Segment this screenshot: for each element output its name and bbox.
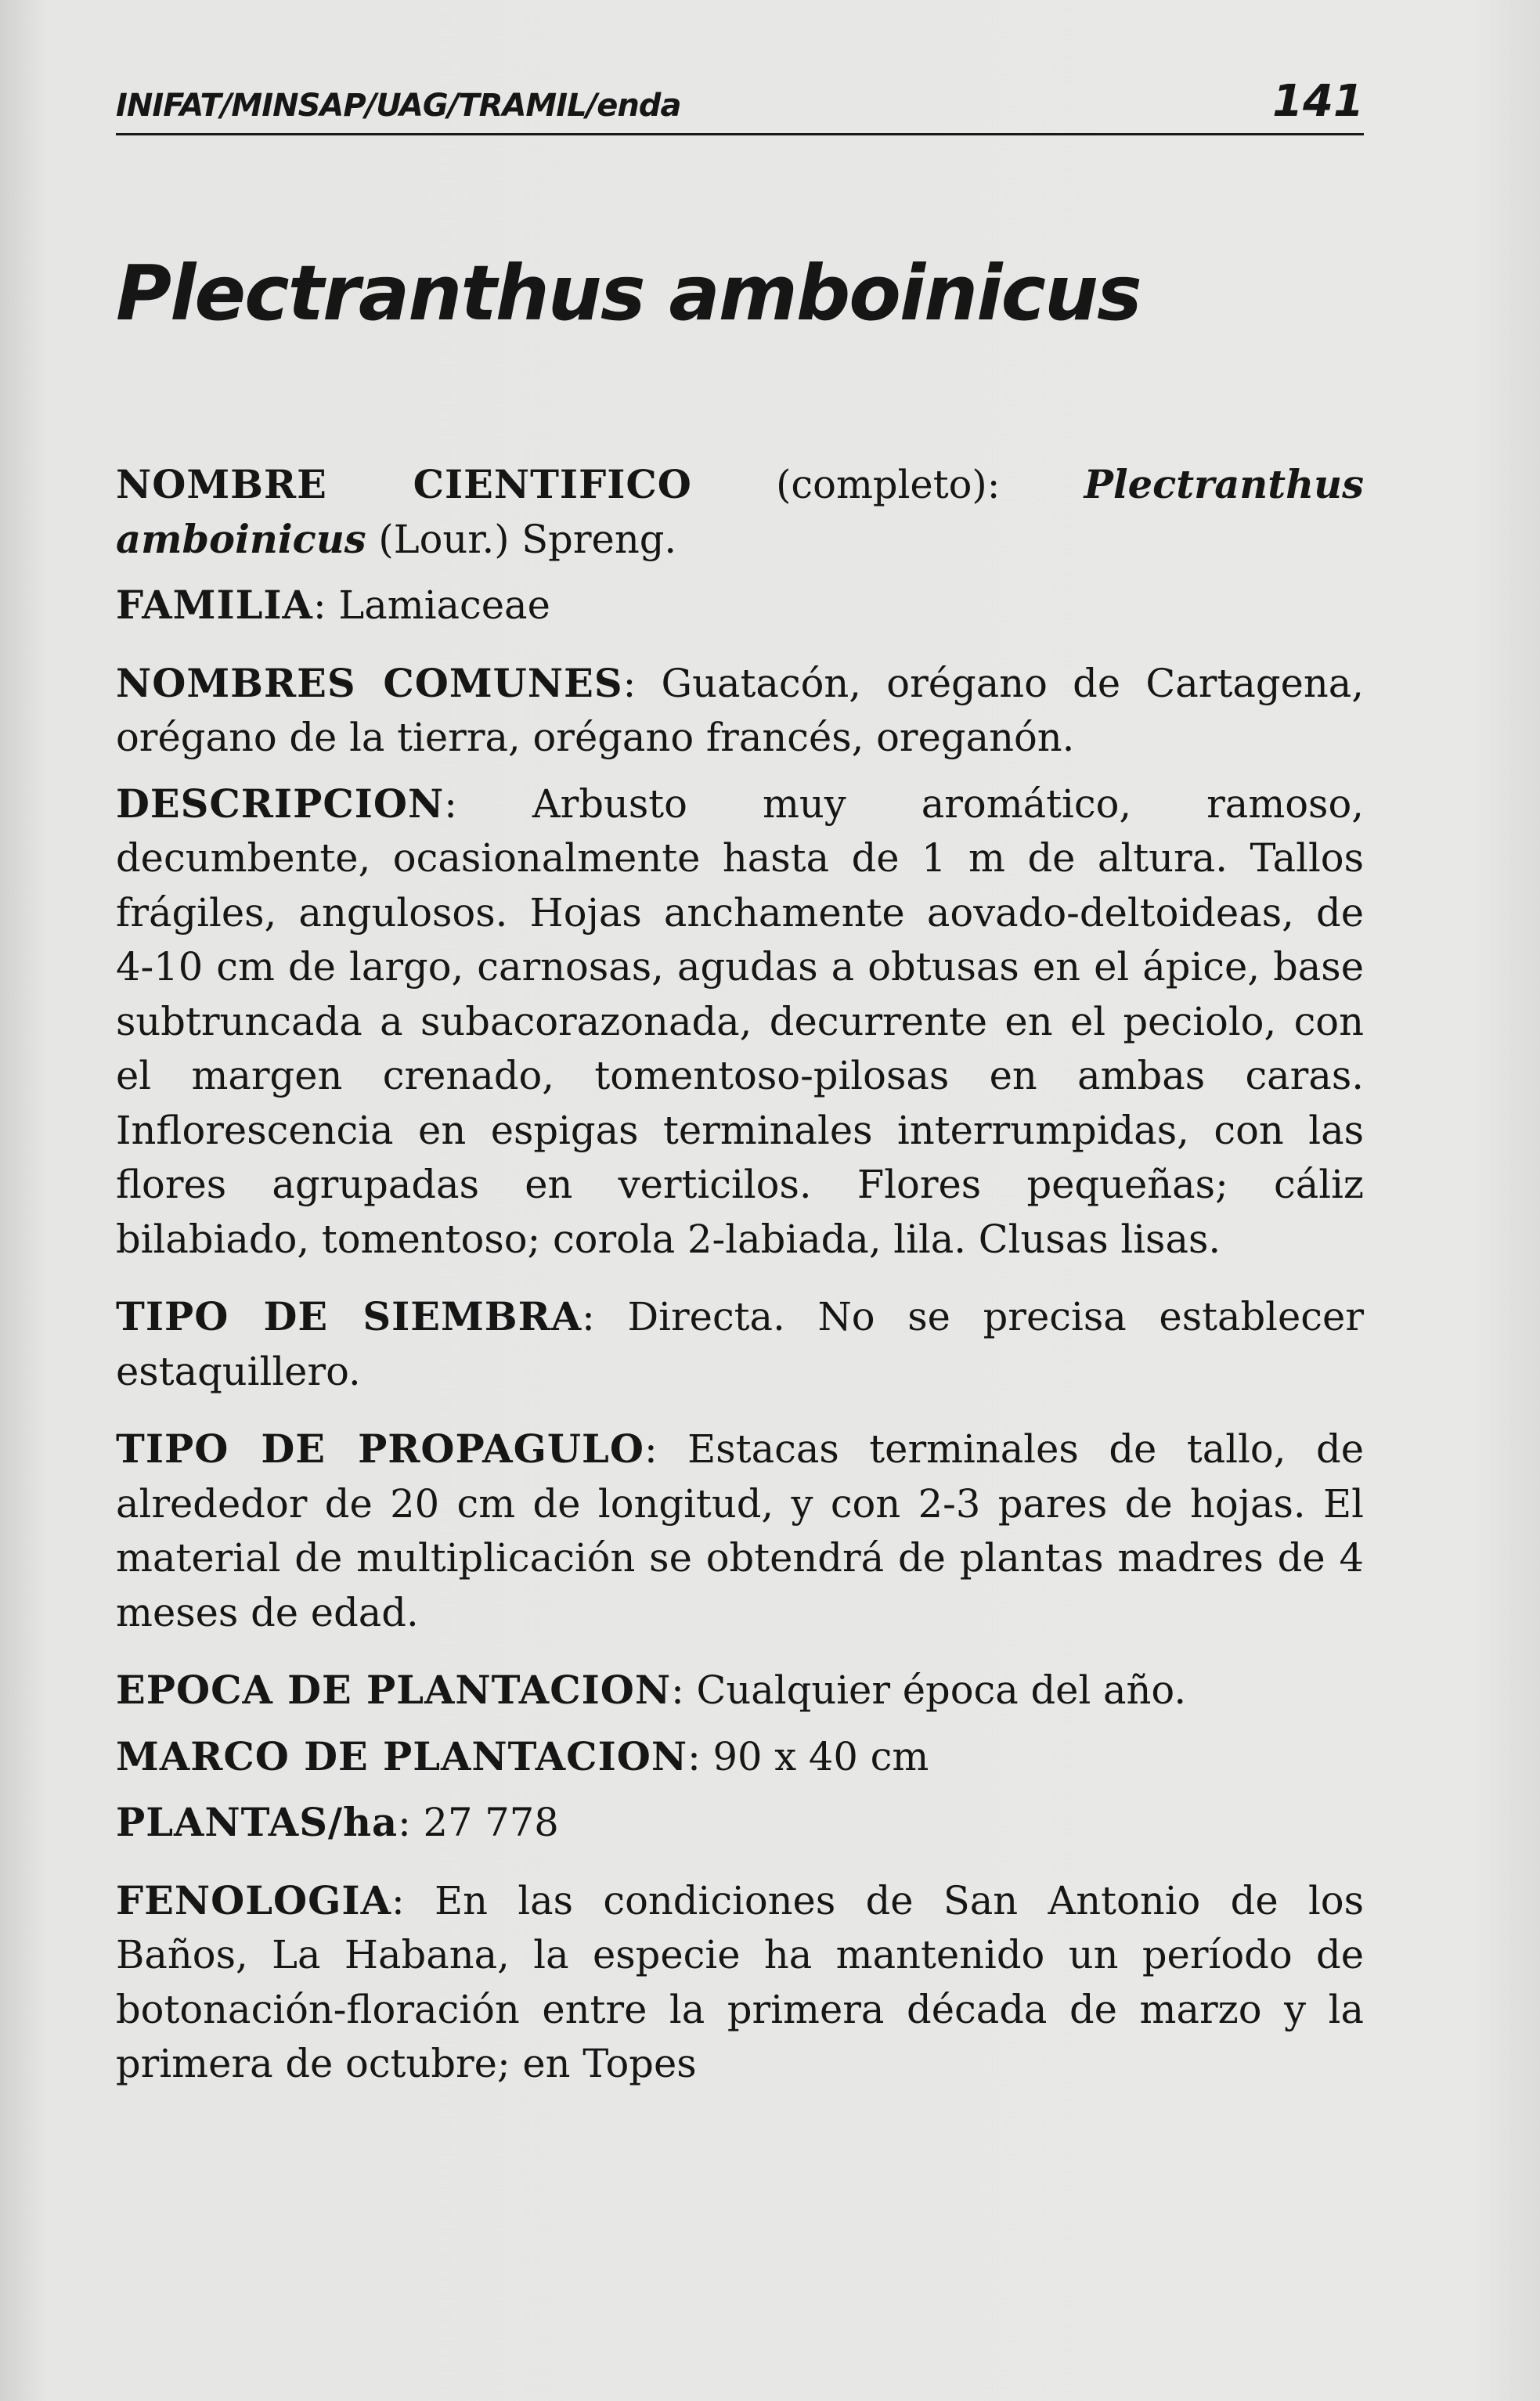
marco-plantacion-label: MARCO DE PLANTACION <box>116 1733 688 1779</box>
running-header <box>116 70 1364 135</box>
entry-body <box>116 458 1364 2115</box>
epoca-plantacion-text: : Cualquier época del año. <box>671 1667 1187 1713</box>
running-title: INIFAT/MINSAP/UAG/TRAMIL/enda <box>116 88 681 124</box>
tipo-siembra-label: TIPO DE SIEMBRA <box>116 1294 582 1339</box>
descripcion-label: DESCRIPCION <box>116 781 445 827</box>
tipo-propagulo-label: TIPO DE PROPAGULO <box>116 1426 644 1472</box>
familia-label: FAMILIA <box>116 582 313 628</box>
descripcion-paragraph <box>116 777 1364 1267</box>
fenologia-label: FENOLOGIA <box>116 1877 391 1923</box>
epoca-plantacion-paragraph <box>116 1664 1364 1718</box>
nombre-cientifico-paragraph <box>116 458 1364 567</box>
plantas-ha-label: PLANTAS/ha <box>116 1800 399 1845</box>
page-number: 141 <box>1272 76 1364 127</box>
tipo-propagulo-paragraph <box>116 1422 1364 1640</box>
plantas-ha-paragraph <box>116 1796 1364 1851</box>
nombre-cientifico-label: NOMBRE CIENTIFICO <box>116 462 692 507</box>
tipo-siembra-text: : Directa. No se precisa establecer estaquillero. <box>116 1294 1364 1394</box>
marco-plantacion-paragraph <box>116 1730 1364 1785</box>
fenologia-text: : En las condiciones de San Antonio de los Baños, La Habana, la especie ha mantenido un período de botonación-floración entre la primera década de marzo y la primera de octubre; en Topes <box>116 1877 1364 2086</box>
familia-text: : Lamiaceae <box>312 582 550 628</box>
tipo-siembra-paragraph <box>116 1290 1364 1399</box>
descripcion-text: : Arbusto muy aromático, ramoso, decumbente, ocasionalmente hasta de 1 m de altura. Tallos frágiles, angulosos. Hojas anchamente aovado-deltoideas, de 4-10 cm de largo, carnosas, agudas a obtusas en el ápice, base subtruncada a subacorazonada, decurrente en el peciolo, con el margen crenado, tomentoso-pilosas en ambas caras. Inflorescencia en espigas terminales interrumpidas, con las flores agrupadas en verticilos. Flores pequeñas; cáliz bilabiado, tomentoso; corola 2-labiada, lila. Clusas lisas. <box>116 781 1364 1262</box>
plantas-ha-text: : 27 778 <box>398 1800 559 1845</box>
nombre-cientifico-author: (Lour.) Spreng. <box>366 516 677 562</box>
nombres-comunes-text: : Guatacón, orégano de Cartagena, orégano de la tierra, orégano francés, oreganón. <box>116 660 1364 760</box>
page-title: Plectranthus amboinicus <box>116 249 1141 337</box>
nombres-comunes-paragraph <box>116 657 1364 766</box>
fenologia-paragraph <box>116 1874 1364 2092</box>
nombre-cientifico-pre: (completo): <box>691 462 1084 507</box>
familia-paragraph <box>116 579 1364 633</box>
scientific-name: Plectranthus amboinicus <box>116 462 1364 562</box>
marco-plantacion-text: : 90 x 40 cm <box>687 1733 929 1779</box>
nombres-comunes-label: NOMBRES COMUNES <box>116 660 623 706</box>
tipo-propagulo-text: : Estacas terminales de tallo, de alrededor de 20 cm de longitud, y con 2-3 pares de hojas. El material de multiplicación se obtendrá de plantas madres de 4 meses de edad. <box>116 1426 1364 1635</box>
epoca-plantacion-label: EPOCA DE PLANTACION <box>116 1667 672 1713</box>
